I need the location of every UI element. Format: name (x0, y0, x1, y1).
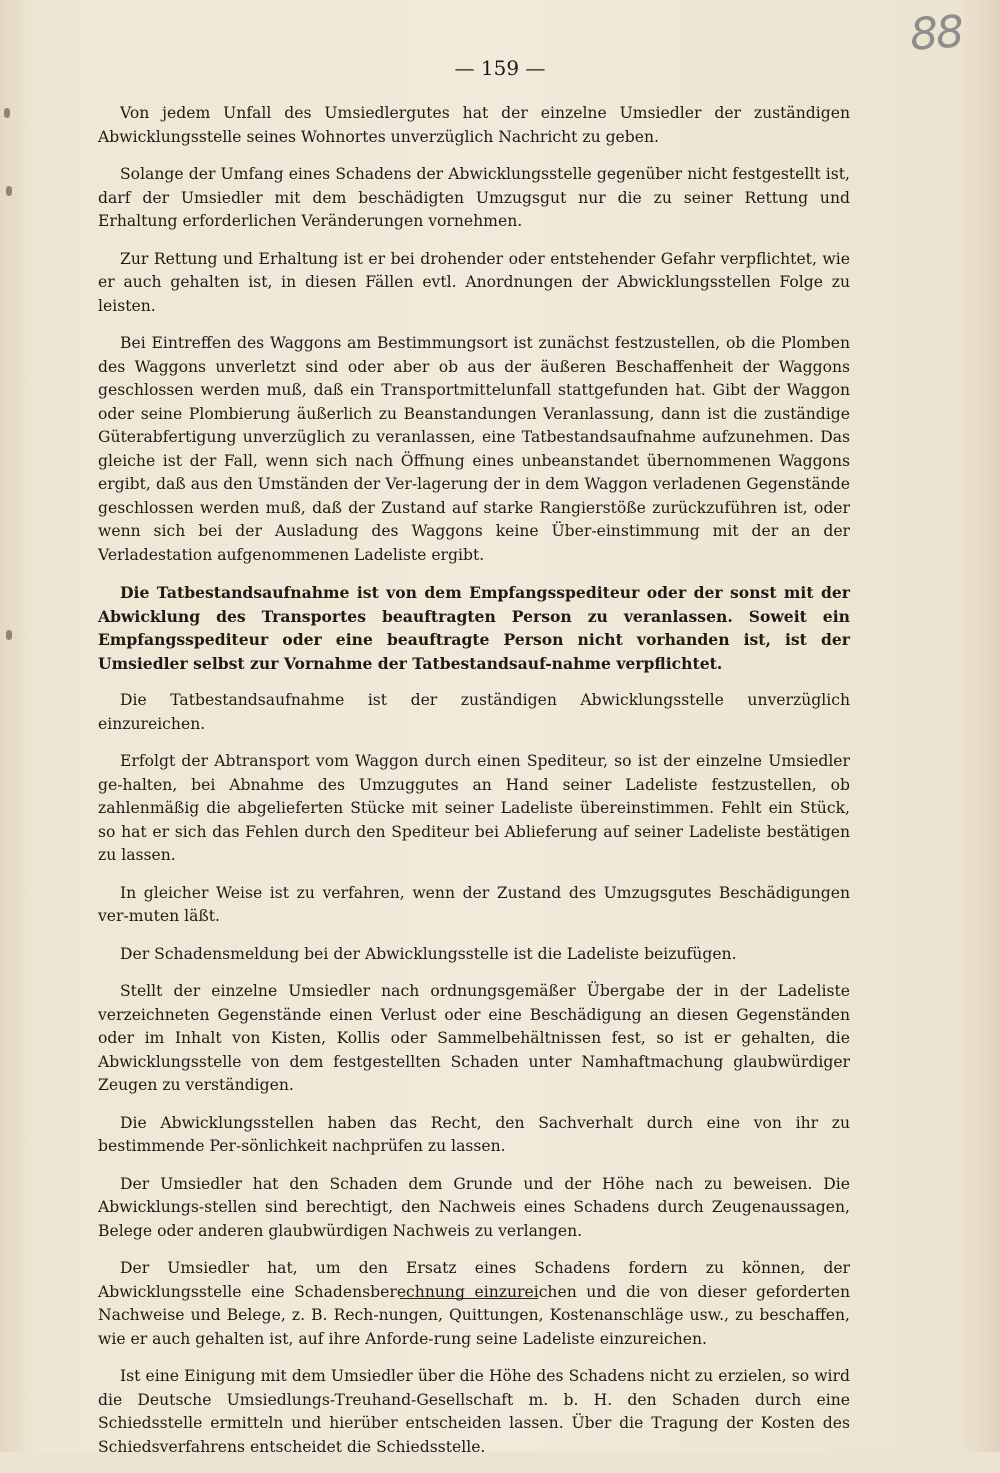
binding-hole-mark (4, 108, 10, 118)
paragraph: Der Umsiedler hat den Schaden dem Grunde und der Höhe nach zu beweisen. Die Abwicklungs-stellen sind berechtigt, den Nachweis eines Schadens durch Zeugenaussagen, Belege oder anderen glaubwürdigen Nachweis zu verlangen. (98, 1174, 850, 1240)
closing-rule (400, 1298, 538, 1299)
paragraph: Der Umsiedler hat, um den Ersatz eines Schadens fordern zu können, der Abwicklungsstelle eine Schadensberechnung einzureichen und die von dieser geforderten Nachweise und Belege, z. B. Rech-nungen, Quittungen, Kostenanschläge usw., zu beschaffen, wie er auch gehalten ist, auf ihre Anforde-rung seine Ladeliste einzureichen. (98, 1259, 850, 1348)
paragraph-bold: Die Tatbestandsaufnahme ist von dem Empfangsspediteur oder der sonst mit der Abwicklung des Transportes beauftragten Person zu veranlassen. Soweit ein Empfangsspediteur oder eine beauftragte Person nicht vorhanden ist, ist der Umsiedler selbst zur Vornahme der Tatbestandsauf-nahme verpflichtet. (98, 583, 850, 673)
paragraph: Die Tatbestandsaufnahme ist der zuständigen Abwicklungsstelle unverzüglich einzureichen. (98, 691, 850, 733)
paragraph: Der Schadensmeldung bei der Abwicklungsstelle ist die Ladeliste beizufügen. (120, 944, 737, 963)
handwritten-folio-number: 88 (908, 6, 964, 61)
paragraph: Von jedem Unfall des Umsiedlergutes hat der einzelne Umsiedler der zuständigen Abwicklungsstelle seines Wohnortes unverzüglich Nachricht zu geben. (98, 104, 850, 146)
paragraph: Bei Eintreffen des Waggons am Bestimmungsort ist zunächst festzustellen, ob die Plomben des Waggons unverletzt sind oder aber ob aus der äußeren Beschaffenheit der Waggons geschlossen werden muß, daß ein Transportmittelunfall stattgefunden hat. Gibt der Waggon oder seine Plombierung äußerlich zu Beanstandungen Veranlassung, dann ist die zuständige Güterabfertigung unverzüglich zu veranlassen, eine Tatbestandsaufnahme aufzunehmen. Das gleiche ist der Fall, wenn sich nach Öffnung eines unbeanstandet übernommenen Waggons ergibt, daß aus den Umständen der Ver-lagerung der in dem Waggon verladenen Gegenstände geschlossen werden muß, daß der Zustand auf starke Rangierstöße zurückzuführen ist, oder wenn sich bei der Ausladung des Waggons keine Über-einstimmung mit der an der Verladestation aufgenommenen Ladeliste ergibt. (98, 334, 850, 564)
page-number: — 159 — (454, 56, 546, 80)
paragraph: Zur Rettung und Erhaltung ist er bei drohender oder entstehender Gefahr verpflichtet, wie er auch gehalten ist, in diesen Fällen evtl. Anordnungen der Abwicklungsstellen Folge zu leisten. (98, 249, 850, 315)
paragraph: Stellt der einzelne Umsiedler nach ordnungsgemäßer Übergabe der in der Ladeliste verzeichneten Gegenstände einen Verlust oder eine Beschädigung an diesen Gegenständen oder im Inhalt von Kisten, Kollis oder Sammelbehältnissen fest, so ist er gehalten, die Abwicklungsstelle von dem festgestellten Schaden unter Namhaftmachung glaubwürdiger Zeugen zu verständigen. (98, 982, 850, 1094)
paragraph: Solange der Umfang eines Schadens der Abwicklungsstelle gegenüber nicht festgestellt ist, darf der Umsiedler mit dem beschädigten Umzugsgut nur die zu seiner Rettung und Erhaltung erforderlichen Veränderungen vornehmen. (98, 165, 850, 230)
binding-hole-mark (6, 630, 12, 640)
paragraph: Ist eine Einigung mit dem Umsiedler über die Höhe des Schadens nicht zu erzielen, so wird die Deutsche Umsiedlungs-Treuhand-Gesellschaft m. b. H. den Schaden durch eine Schiedsstelle ermitteln und hierüber entscheiden lassen. Über die Tragung der Kosten des Schiedsverfahrens entscheidet die Schiedsstelle. (98, 1367, 850, 1456)
paragraph: Erfolgt der Abtransport vom Waggon durch einen Spediteur, so ist der einzelne Umsiedler ge-halten, bei Abnahme des Umzuggutes an Hand seiner Ladeliste festzustellen, ob zahlenmäßig die abgelieferten Stücke mit seiner Ladeliste übereinstimmen. Fehlt ein Stück, so hat er sich das Fehlen durch den Spediteur bei Ablieferung auf seiner Ladeliste bestätigen zu lassen. (98, 752, 850, 864)
binding-hole-mark (6, 186, 12, 196)
paragraph: In gleicher Weise ist zu verfahren, wenn der Zustand des Umzugsgutes Beschädigungen ver-muten läßt. (98, 883, 850, 925)
document-body (98, 102, 850, 1473)
paragraph: Die Abwicklungsstellen haben das Recht, den Sachverhalt durch eine von ihr zu bestimmende Per-sönlichkeit nachprüfen zu lassen. (98, 1113, 850, 1155)
